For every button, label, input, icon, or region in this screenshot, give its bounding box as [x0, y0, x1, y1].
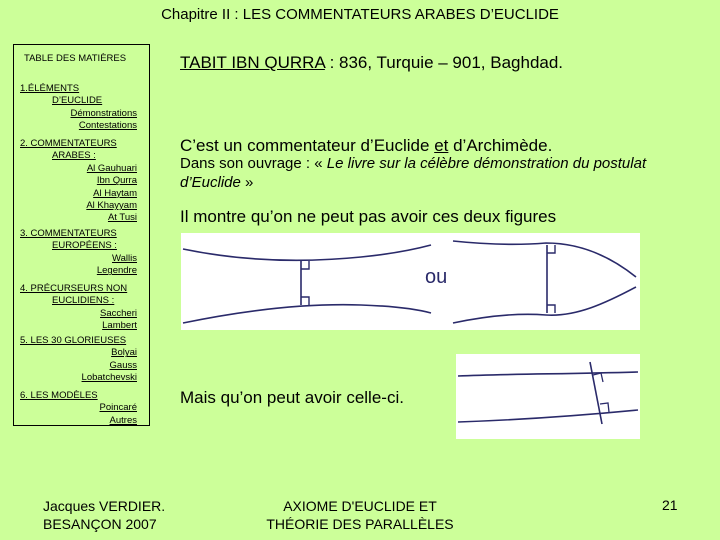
toc-section-4 — [20, 283, 137, 333]
toc-link-30-glorieuses[interactable]: 5. LES 30 GLORIEUSES — [20, 335, 127, 346]
work-title: Le livre sur la célèbre démonstration du postulat d’Euclide — [180, 155, 647, 191]
heading-dates: : 836, Turquie – 901, Baghdad. — [324, 53, 564, 72]
toc-link-bolyai[interactable]: Bolyai — [111, 347, 137, 359]
commentator-line-a: C’est un commentateur d’Euclide — [180, 136, 435, 155]
toc-section-6 — [20, 390, 137, 427]
slide-title: Chapitre II : LES COMMENTATEURS ARABES D’EUCLIDE — [161, 6, 559, 23]
allowed-figure-line: Mais qu’on peut avoir celle-ci. — [180, 388, 404, 407]
toc-header: TABLE DES MATIÈRES — [24, 53, 127, 64]
page-number: 21 — [662, 497, 678, 513]
footer-author — [43, 497, 165, 533]
toc-link-ibn-qurra[interactable]: Ibn Qurra — [96, 175, 137, 187]
toc-section-1 — [20, 83, 137, 133]
toc-section-3 — [20, 228, 137, 278]
toc-link-euclide[interactable]: D’EUCLIDE — [52, 95, 103, 107]
toc-link-al-khayyam[interactable]: Al Khayyam — [86, 200, 137, 212]
toc-link-lobatchevski[interactable]: Lobatchevski — [81, 372, 137, 384]
heading-name: TABIT IBN QURRA — [180, 53, 325, 72]
work-line — [180, 154, 650, 192]
commentator-line — [180, 136, 552, 156]
toc-link-wallis[interactable]: Wallis — [112, 252, 137, 264]
footer-course-line1: AXIOME D'EUCLIDE ET — [283, 498, 437, 514]
toc-link-lambert[interactable]: Lambert — [102, 320, 137, 332]
toc-link-autres[interactable]: Autres — [109, 414, 137, 426]
commentator-line-et: et — [434, 136, 449, 155]
toc-link-precurseurs[interactable]: 4. PRÉCURSEURS NON — [20, 283, 128, 294]
two-figures-drawing — [181, 233, 640, 330]
footer-author-name: Jacques VERDIER. — [43, 498, 166, 514]
footer-course-title — [262, 497, 458, 533]
work-line-c: » — [240, 174, 254, 191]
toc-section-5 — [20, 335, 137, 385]
toc-link-contestations[interactable]: Contestations — [78, 120, 137, 132]
commentator-line-b: d’Archimède. — [448, 136, 553, 155]
toc-section-2 — [20, 138, 137, 225]
footer-author-place: BESANÇON 2007 — [43, 516, 157, 532]
allowed-figure-drawing — [456, 354, 640, 439]
toc-link-commentateurs-arabes[interactable]: 2. COMMENTATEURS — [20, 138, 117, 149]
heading-tabit-ibn-qurra — [180, 53, 563, 73]
table-of-contents — [13, 44, 150, 426]
toc-link-elements[interactable]: 1.ÉLÉMENTS — [20, 83, 80, 94]
toc-link-at-tusi[interactable]: At Tusi — [107, 212, 137, 224]
toc-link-al-gauhuari[interactable]: Al Gauhuari — [86, 162, 137, 174]
toc-link-commentateurs-europeens[interactable]: 3. COMMENTATEURS — [20, 228, 117, 239]
fig-word-ou: ou — [425, 266, 448, 288]
toc-link-non-euclidiens[interactable]: EUCLIDIENS : — [52, 295, 115, 307]
toc-link-saccheri[interactable]: Saccheri — [100, 307, 137, 319]
toc-link-demonstrations[interactable]: Démonstrations — [70, 107, 137, 119]
two-figures-line: Il montre qu’on ne peut pas avoir ces deux figures — [180, 207, 557, 226]
toc-link-poincare[interactable]: Poincaré — [99, 402, 137, 414]
footer-course-line2: THÉORIE DES PARALLÈLES — [266, 516, 454, 532]
toc-link-gauss[interactable]: Gauss — [109, 359, 137, 371]
toc-link-arabes[interactable]: ARABES : — [52, 150, 96, 162]
toc-link-al-haytam[interactable]: Al Haytam — [93, 187, 137, 199]
work-line-a: Dans son ouvrage : « — [180, 155, 327, 172]
toc-link-europeens[interactable]: EUROPÉENS : — [52, 240, 117, 252]
toc-link-legendre[interactable]: Legendre — [96, 265, 137, 277]
toc-link-modeles[interactable]: 6. LES MODÈLES — [20, 390, 98, 401]
